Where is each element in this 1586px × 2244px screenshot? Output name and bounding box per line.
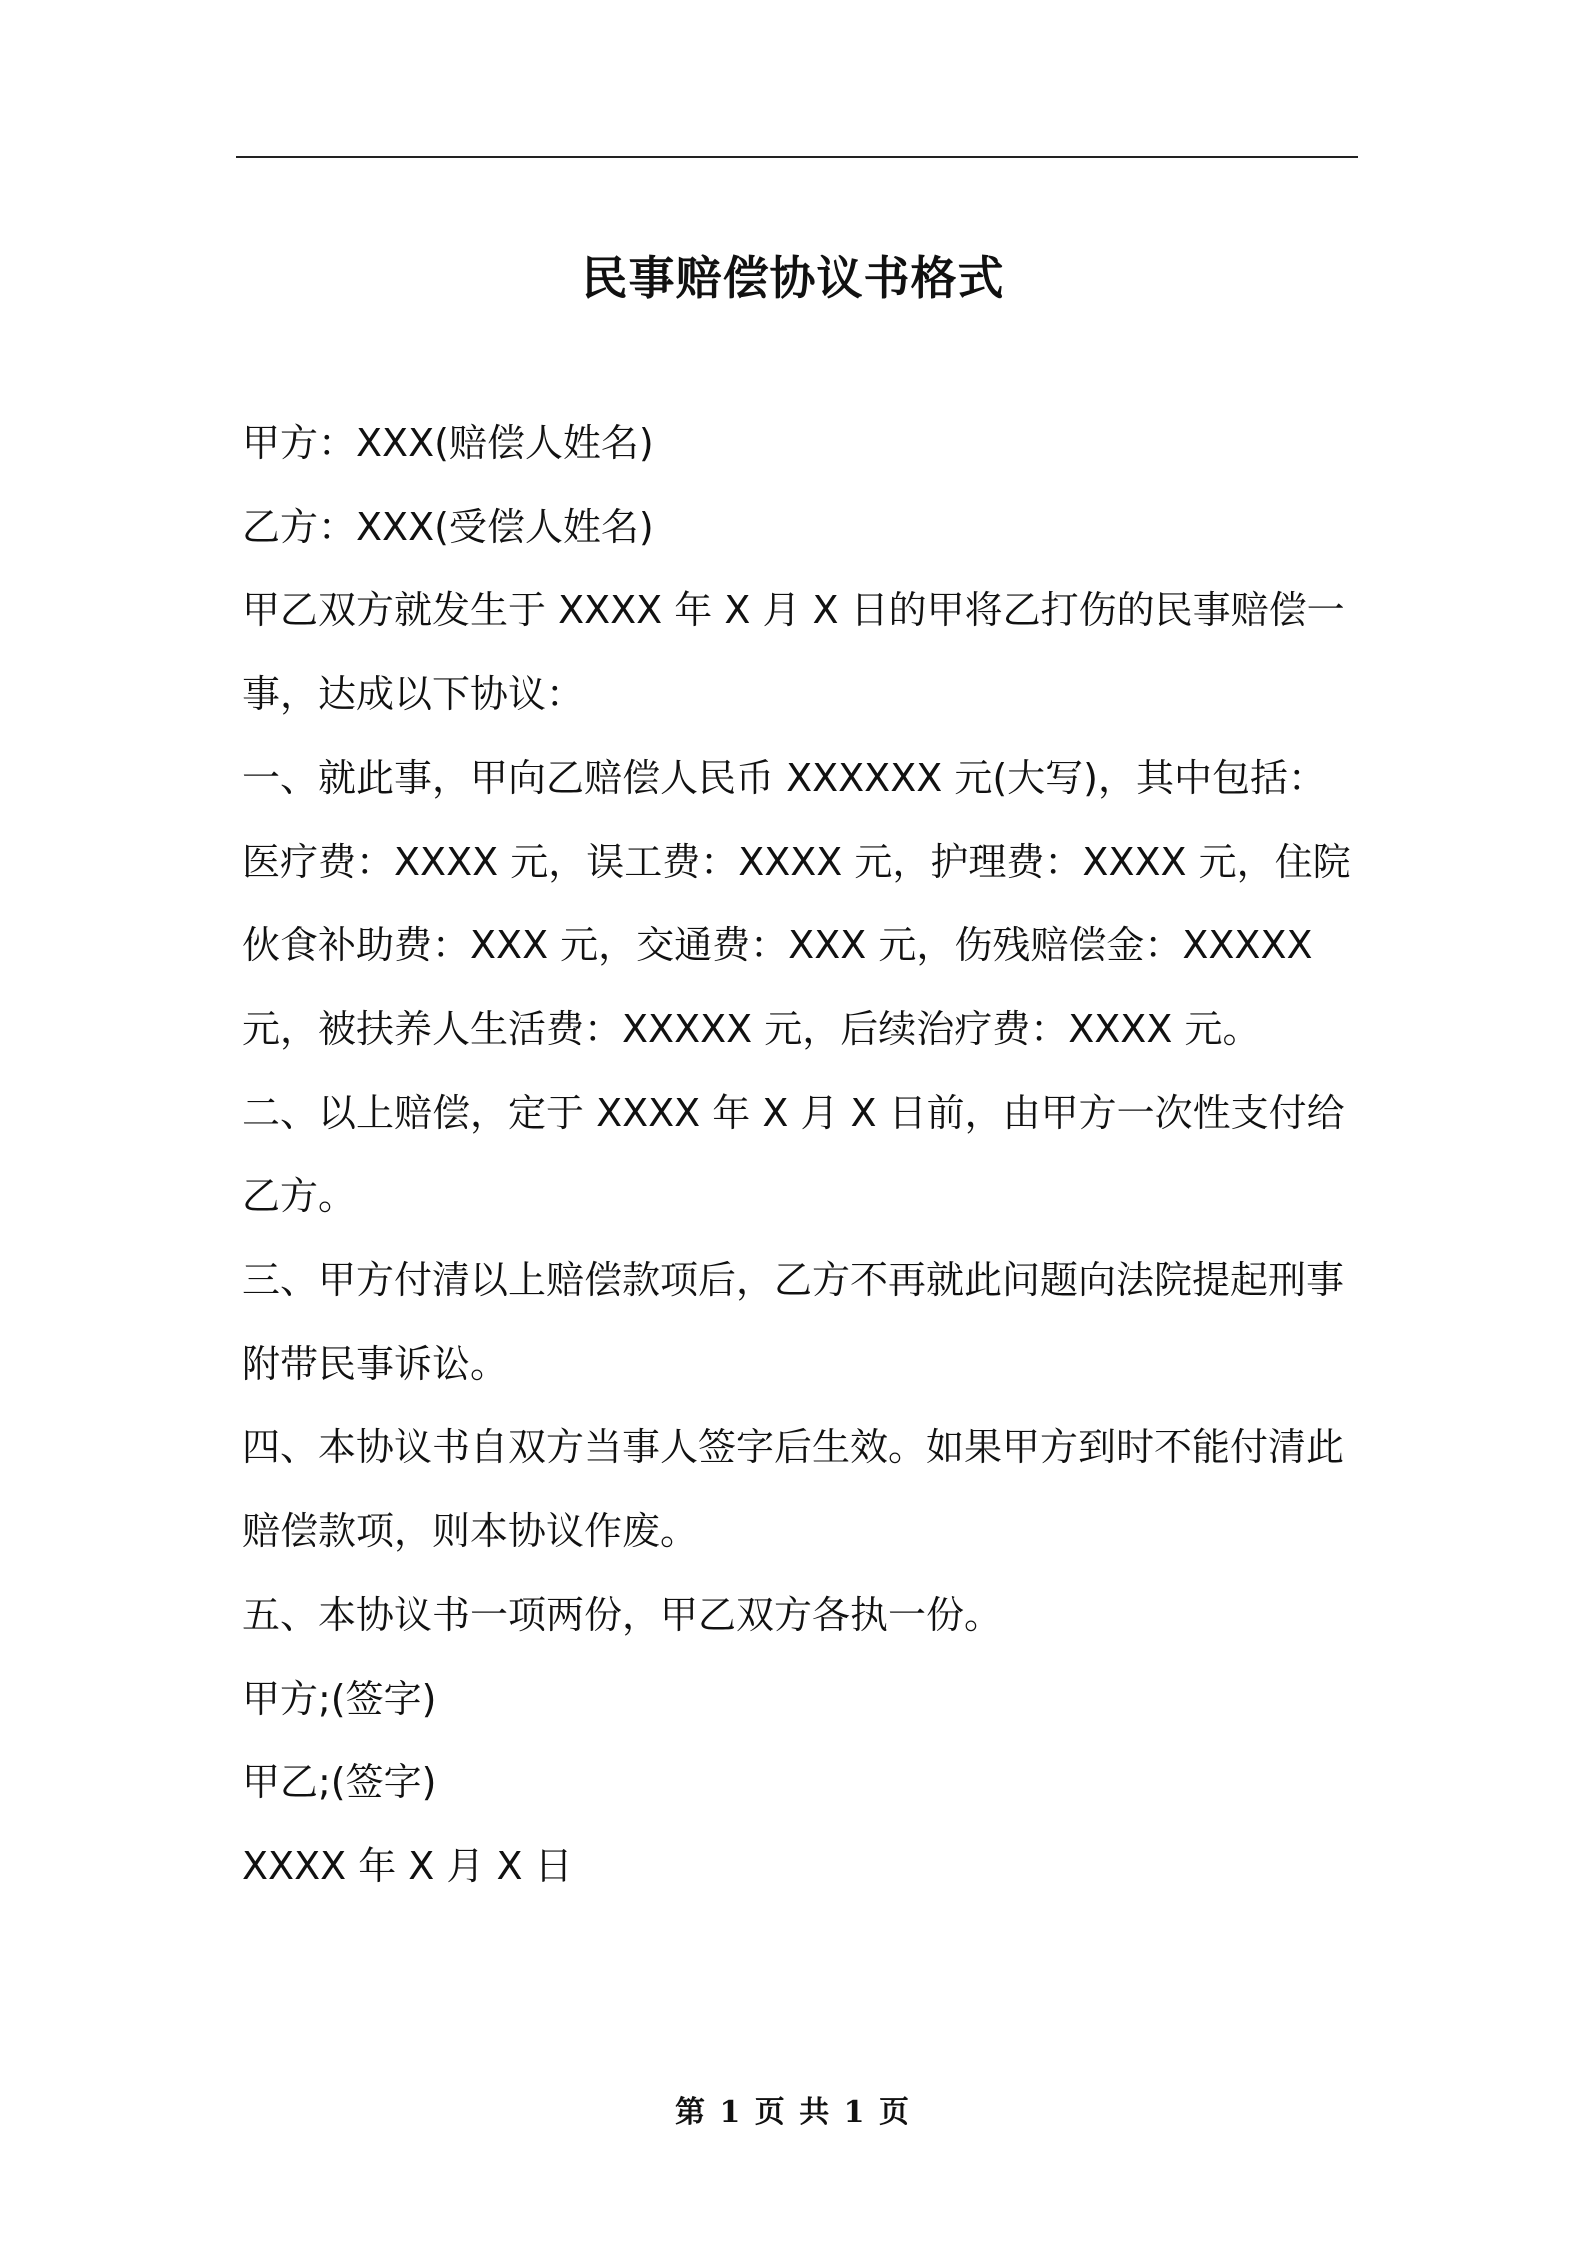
- document-title: 民事赔偿协议书格式: [581, 250, 1005, 305]
- party-b-line: 乙方：XXX(受偿人姓名): [242, 504, 654, 549]
- signature-party-a: 甲方;(签字): [242, 1676, 437, 1721]
- party-a-line: 甲方：XXX(赔偿人姓名): [242, 421, 654, 465]
- clause-4: 四、本协议书自双方当事人签字后生效。如果甲方到时不能付清此赔偿款项，则本协议作废。: [242, 1425, 1345, 1554]
- clause-5: 五、本协议书一项两份，甲乙双方各执一份。: [242, 1592, 1003, 1637]
- clause-3: 三、甲方付清以上赔偿款项后，乙方不再就此问题向法院提起刑事附带民事诉讼。: [242, 1258, 1345, 1386]
- signature-party-b: 甲乙;(签字): [242, 1760, 437, 1805]
- signing-date: XXXX 年 X 月 X 日: [242, 1843, 573, 1888]
- document-body: [242, 402, 1360, 1909]
- clause-1-itemization: 医疗费：XXXX 元，误工费：XXXX 元，护理费：XXXX 元，住院伙食补助费：XXX 元，交通费：XXX 元，伤残赔偿金：XXXXX 元，被扶养人生活费：XXXXX 元，后续治疗费：XXXX 元。: [242, 839, 1351, 1051]
- page-number: 第 1 页 共 1 页: [675, 2095, 911, 2130]
- header-rule: [236, 156, 1358, 158]
- preamble-paragraph: 甲乙双方就发生于 XXXX 年 X 月 X 日的甲将乙打伤的民事赔偿一事，达成以下协议：: [242, 588, 1345, 717]
- clause-2: 二、以上赔偿，定于 XXXX 年 X 月 X 日前，由甲方一次性支付给乙方。: [242, 1090, 1345, 1219]
- clause-1: 一、就此事，甲向乙赔偿人民币 XXXXXX 元(大写)，其中包括：: [242, 755, 1327, 800]
